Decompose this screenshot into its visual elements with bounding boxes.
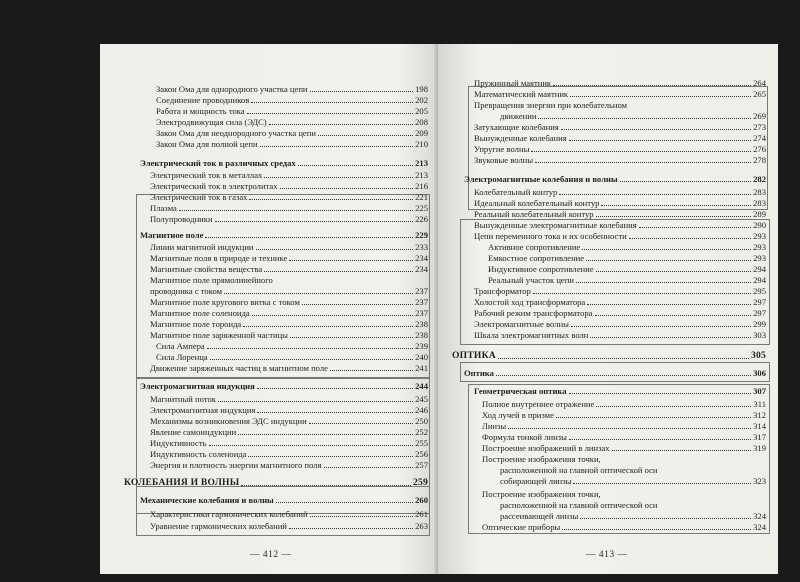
toc-entry: Линзы 314 (482, 421, 766, 431)
toc-entry: Уравнение гармонических колебаний 263 (150, 521, 428, 531)
toc-entry: Шкала электромагнитных волн 303 (474, 330, 766, 340)
page-number: — 412 — (250, 550, 292, 560)
toc-entry: Трансформатор 295 (474, 286, 766, 296)
toc-entry: Движение заряженных частиц в магнитном поле 241 (150, 363, 428, 373)
toc-entry: Формула тонкой линзы 317 (482, 432, 766, 442)
toc-entry: Вынужденные электромагнитные колебания 290 (474, 220, 766, 230)
toc-entry: Построение изображения точки, (482, 454, 601, 464)
toc-entry: Энергия и плотность энергии магнитного поля 257 (150, 460, 428, 470)
toc-entry: Характеристики гармонических колебаний 261 (150, 509, 428, 519)
toc-entry: Реальный участок цепи 294 (488, 275, 766, 285)
toc-entry: Упругие волны 276 (474, 144, 766, 154)
toc-entry: Магнитные свойства вещества 234 (150, 264, 428, 274)
toc-entry: Плазма 225 (150, 203, 428, 213)
toc-entry: Индуктивность соленоида 256 (150, 449, 428, 459)
toc-entry: Пружинный маятник 264 (474, 78, 766, 88)
toc-entry: Магнитный поток 245 (150, 394, 428, 404)
toc-entry: Магнитные поля в природе и технике 234 (150, 253, 428, 263)
toc-entry: Закон Ома для полной цепи 210 (156, 139, 428, 149)
toc-entry: Холостой ход трансформатора 297 (474, 297, 766, 307)
toc-entry: проводника с током 237 (150, 286, 428, 296)
toc-entry: Идеальный колебательный контур 283 (474, 198, 766, 208)
toc-entry: Звуковые волны 278 (474, 155, 766, 165)
toc-entry: Магнитное поле тороида 238 (150, 319, 428, 329)
toc-entry: Магнитное поле соленоида 237 (150, 308, 428, 318)
toc-entry: Превращения энергии при колебательном (474, 100, 628, 110)
toc-entry: Оптические приборы 324 (482, 522, 766, 532)
toc-part-heading: КОЛЕБАНИЯ И ВОЛНЫ 259 (124, 477, 428, 488)
toc-entry: Индуктивное сопротивление 294 (488, 264, 766, 274)
toc-entry: Магнитное поле кругового витка с током 237 (150, 297, 428, 307)
toc-section-heading: Магнитное поле 229 (140, 230, 428, 240)
toc-entry: Активное сопротивление 293 (488, 242, 766, 252)
toc-entry: Закон Ома для неоднородного участка цепи 209 (156, 128, 428, 138)
toc-entry: Математический маятник 265 (474, 89, 766, 99)
toc-entry: Механизмы возникновения ЭДС индукции 250 (150, 416, 428, 426)
toc-entry: Реальный колебательный контур 289 (474, 209, 766, 219)
toc-section-heading: Геометрическая оптика 307 (474, 386, 766, 396)
toc-entry: Ход лучей в призме 312 (482, 410, 766, 420)
toc-entry: собирающей линзы 323 (500, 476, 766, 486)
toc-entry: Магнитное поле заряженной частицы 238 (150, 330, 428, 340)
toc-entry: Построение изображений в линзах 319 (482, 443, 766, 453)
toc-section-heading: Электрический ток в различных средах 213 (140, 158, 428, 168)
toc-entry: Цепи переменного тока и их особенности 293 (474, 231, 766, 241)
left-page (100, 44, 438, 574)
toc-entry: Электрический ток в металлах 213 (150, 170, 428, 180)
toc-entry: Электрический ток в электролитах 216 (150, 181, 428, 191)
toc-entry: Полное внутреннее отражение 311 (482, 399, 766, 409)
toc-section-heading: Электромагнитная индукция 244 (140, 381, 428, 391)
toc-section-heading: Оптика 306 (464, 368, 766, 378)
toc-entry: Вынужденные колебания 274 (474, 133, 766, 143)
right-page (438, 44, 778, 574)
toc-entry: Электромагнитные волны 299 (474, 319, 766, 329)
toc-part-heading: ОПТИКА 305 (452, 350, 766, 361)
toc-entry: Емкостное сопротивление 293 (488, 253, 766, 263)
toc-entry: рассеивающей линзы 324 (500, 511, 766, 521)
toc-entry: Затухающие колебания 273 (474, 122, 766, 132)
toc-entry: Закон Ома для однородного участка цепи 198 (156, 84, 428, 94)
toc-entry: Электромагнитная индукция 246 (150, 405, 428, 415)
toc-entry: Соединение проводников 202 (156, 95, 428, 105)
toc-section-heading: Электромагнитные колебания и волны 282 (464, 174, 766, 184)
page-number: — 413 — (586, 550, 628, 560)
toc-entry: Сила Лоренца 240 (156, 352, 428, 362)
toc-entry: расположенной на главной оптической оси (500, 500, 658, 510)
toc-entry: Электродвижущая сила (ЭДС) 208 (156, 117, 428, 127)
toc-entry: Сила Ампера 239 (156, 341, 428, 351)
toc-entry: Электрический ток в газах 221 (150, 192, 428, 202)
toc-entry: Колебательный контур 283 (474, 187, 766, 197)
toc-entry: Магнитное поле прямолинейного (150, 275, 273, 285)
toc-entry: Рабочий режим трансформатора 297 (474, 308, 766, 318)
toc-entry: Индуктивность 255 (150, 438, 428, 448)
toc-entry: движении 269 (500, 111, 766, 121)
toc-entry: Построение изображения точки, (482, 489, 601, 499)
toc-entry: расположенной на главной оптической оси (500, 465, 658, 475)
toc-entry: Явление самоиндукции 252 (150, 427, 428, 437)
toc-entry: Линии магнитной индукции 233 (150, 242, 428, 252)
toc-entry: Полупроводники 226 (150, 214, 428, 224)
toc-entry: Работа и мощность тока 205 (156, 106, 428, 116)
toc-section-heading: Механические колебания и волны 260 (140, 495, 428, 505)
